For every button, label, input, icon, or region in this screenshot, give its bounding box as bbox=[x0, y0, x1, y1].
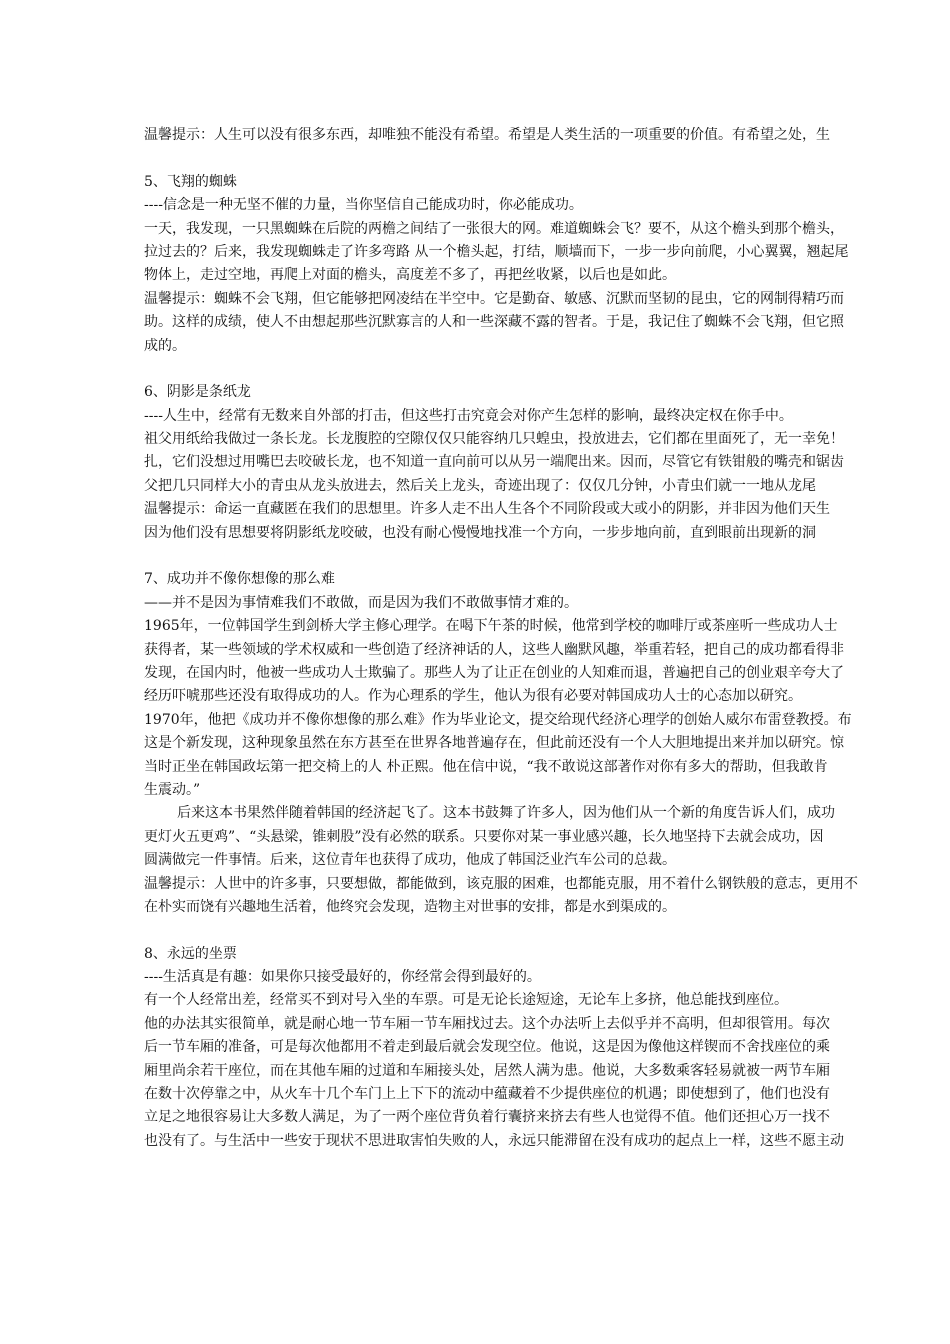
document-body bbox=[144, 124, 950, 1153]
paragraph-line: 厢里尚余若干座位，而在其他车厢的过道和车厢接头处，居然人满为患。他说，大多数乘客轻易就被一两节车厢 bbox=[144, 1062, 830, 1079]
paragraph-line: 1970年，他把《成功并不像你想像的那么难》作为毕业论文，提交给现代经济心理学的创始人威尔布雷登教授。布 bbox=[144, 711, 852, 728]
tip-line: 成的。 bbox=[144, 337, 186, 354]
paragraph-line: 扎，它们没想过用嘴巴去咬破长龙，也不知道一直向前可以从另一端爬出来。因而，尽管它有铁钳般的嘴壳和锯齿 bbox=[144, 454, 844, 471]
blank-line bbox=[144, 545, 950, 568]
section-motto: ----人生中，经常有无数来自外部的打击，但这些打击究竟会对你产生怎样的影响，最终决定权在你手中。 bbox=[144, 407, 793, 424]
paragraph-line: 生震动。” bbox=[144, 781, 201, 798]
paragraph-line: 后一节车厢的准备，可是每次他都用不着走到最后就会发现空位。他说，这是因为像他这样锲而不舍找座位的乘 bbox=[144, 1039, 830, 1056]
tip-line: 温馨提示：蜘蛛不会飞翔，但它能够把网凌结在半空中。它是勤奋、敏感、沉默而坚韧的昆虫，它的网制得精巧而 bbox=[144, 290, 844, 307]
paragraph-line: 立足之地很容易让大多数人满足，为了一两个座位背负着行囊挤来挤去有些人也觉得不值。他们还担心万一找不 bbox=[144, 1109, 830, 1126]
section-title: 7、成功并不像你想像的那么难 bbox=[144, 571, 335, 588]
paragraph-line: 有一个人经常出差，经常买不到对号入坐的车票。可是无论长途短途，无论车上多挤，他总能找到座位。 bbox=[144, 992, 788, 1009]
paragraph-line: 拉过去的？后来，我发现蜘蛛走了许多弯路 从一个檐头起，打结，顺墙而下，一步一步向前爬，小心翼翼，翘起尾 bbox=[144, 243, 849, 260]
blank-line bbox=[144, 919, 950, 942]
section-title: 6、阴影是条纸龙 bbox=[144, 384, 251, 401]
paragraph-line: 发现，在国内时，他被一些成功人士欺骗了。那些人为了让正在创业的人知难而退，普遍把自己的创业艰辛夸大了 bbox=[144, 664, 844, 681]
paragraph-line: 也没有了。与生活中一些安于现状不思进取害怕失败的人，永远只能滞留在没有成功的起点上一样，这些不愿主动 bbox=[144, 1132, 844, 1149]
intro-tip: 温馨提示：人生可以没有很多东西，却唯独不能没有希望。希望是人类生活的一项重要的价值。有希望之处，生 bbox=[144, 127, 830, 143]
paragraph-line: 经历吓唬那些还没有取得成功的人。作为心理系的学生，他认为很有必要对韩国成功人士的心态加以研究。 bbox=[144, 688, 802, 705]
section-title: 5、飞翔的蜘蛛 bbox=[144, 173, 237, 190]
section-motto: ——并不是因为事情难我们不敢做，而是因为我们不敢做事情才难的。 bbox=[144, 594, 578, 611]
tip-line: 温馨提示：命运一直藏匿在我们的思想里。许多人走不出人生各个不同阶段或大或小的阴影，并非因为他们天生 bbox=[144, 501, 830, 518]
paragraph-line: 后来这本书果然伴随着韩国的经济起飞了。这本书鼓舞了许多人，因为他们从一个新的角度告诉人们，成功 bbox=[177, 805, 835, 822]
paragraph-line: 一天，我发现，一只黑蜘蛛在后院的两檐之间结了一张很大的网。难道蜘蛛会飞？要不，从这个檐头到那个檐头， bbox=[144, 220, 844, 237]
paragraph-line: 祖父用纸给我做过一条长龙。长龙腹腔的空隙仅仅只能容纳几只蝗虫，投放进去，它们都在里面死了，无一幸免！ bbox=[144, 431, 844, 448]
section-title: 8、永远的坐票 bbox=[144, 945, 237, 962]
paragraph-line: 更灯火五更鸡”、“头悬梁，锥刺股”没有必然的联系。只要你对某一事业感兴趣，长久地坚持下去就会成功，因 bbox=[144, 828, 824, 845]
paragraph-line: 在数十次停靠之中，从火车十几个车门上上下下的流动中蕴藏着不少提供座位的机遇；即使想到了，他们也没有 bbox=[144, 1086, 830, 1103]
tip-line: 助。这样的成绩，使人不由想起那些沉默寡言的人和一些深藏不露的智者。于是，我记住了蜘蛛不会飞翔，但它照 bbox=[144, 314, 844, 331]
paragraph-line: 他的办法其实很简单，就是耐心地一节车厢一节车厢找过去。这个办法听上去似乎并不高明，但却很管用。每次 bbox=[144, 1015, 830, 1032]
tip-line: 在朴实而饶有兴趣地生活着，他终究会发现，造物主对世事的安排，都是水到渠成的。 bbox=[144, 898, 676, 915]
section-motto: ----生活真是有趣：如果你只接受最好的，你经常会得到最好的。 bbox=[144, 969, 541, 986]
paragraph-line: 圆满做完一件事情。后来，这位青年也获得了成功，他成了韩国泛业汽车公司的总裁。 bbox=[144, 852, 676, 869]
tip-line: 温馨提示：人世中的许多事，只要想做，都能做到，该克服的困难，也都能克服，用不着什么钢铁般的意志，更用不 bbox=[144, 875, 858, 892]
section-motto: ----信念是一种无坚不催的力量，当你坚信自己能成功时，你必能成功。 bbox=[144, 197, 583, 214]
paragraph-line: 父把几只同样大小的青虫从龙头放进去，然后关上龙头，奇迹出现了：仅仅几分钟，小青虫们就一一地从龙尾 bbox=[144, 477, 816, 494]
paragraph-line: 1965年，一位韩国学生到剑桥大学主修心理学。在喝下午茶的时候，他常到学校的咖啡厅或茶座听一些成功人士 bbox=[144, 618, 838, 635]
paragraph-line: 获得者，某一些领域的学术权威和一些创造了经济神话的人，这些人幽默风趣，举重若轻，把自己的成功都看得非 bbox=[144, 641, 844, 658]
paragraph-line: 物体上，走过空地，再爬上对面的檐头，高度差不多了，再把丝收紧，以后也是如此。 bbox=[144, 267, 676, 284]
blank-line bbox=[144, 147, 950, 170]
paragraph-line: 当时正坐在韩国政坛第一把交椅上的人 朴正熙。他在信中说，“我不敢说这部著作对你有多大的帮助，但我敢肯 bbox=[144, 758, 828, 775]
paragraph-line: 这是个新发现，这种现象虽然在东方甚至在世界各地普遍存在，但此前还没有一个人大胆地提出来并加以研究。惊 bbox=[144, 735, 844, 752]
tip-line: 因为他们没有思想要将阴影纸龙咬破，也没有耐心慢慢地找准一个方向，一步步地向前，直到眼前出现新的洞 bbox=[144, 524, 816, 541]
blank-line bbox=[144, 358, 950, 381]
